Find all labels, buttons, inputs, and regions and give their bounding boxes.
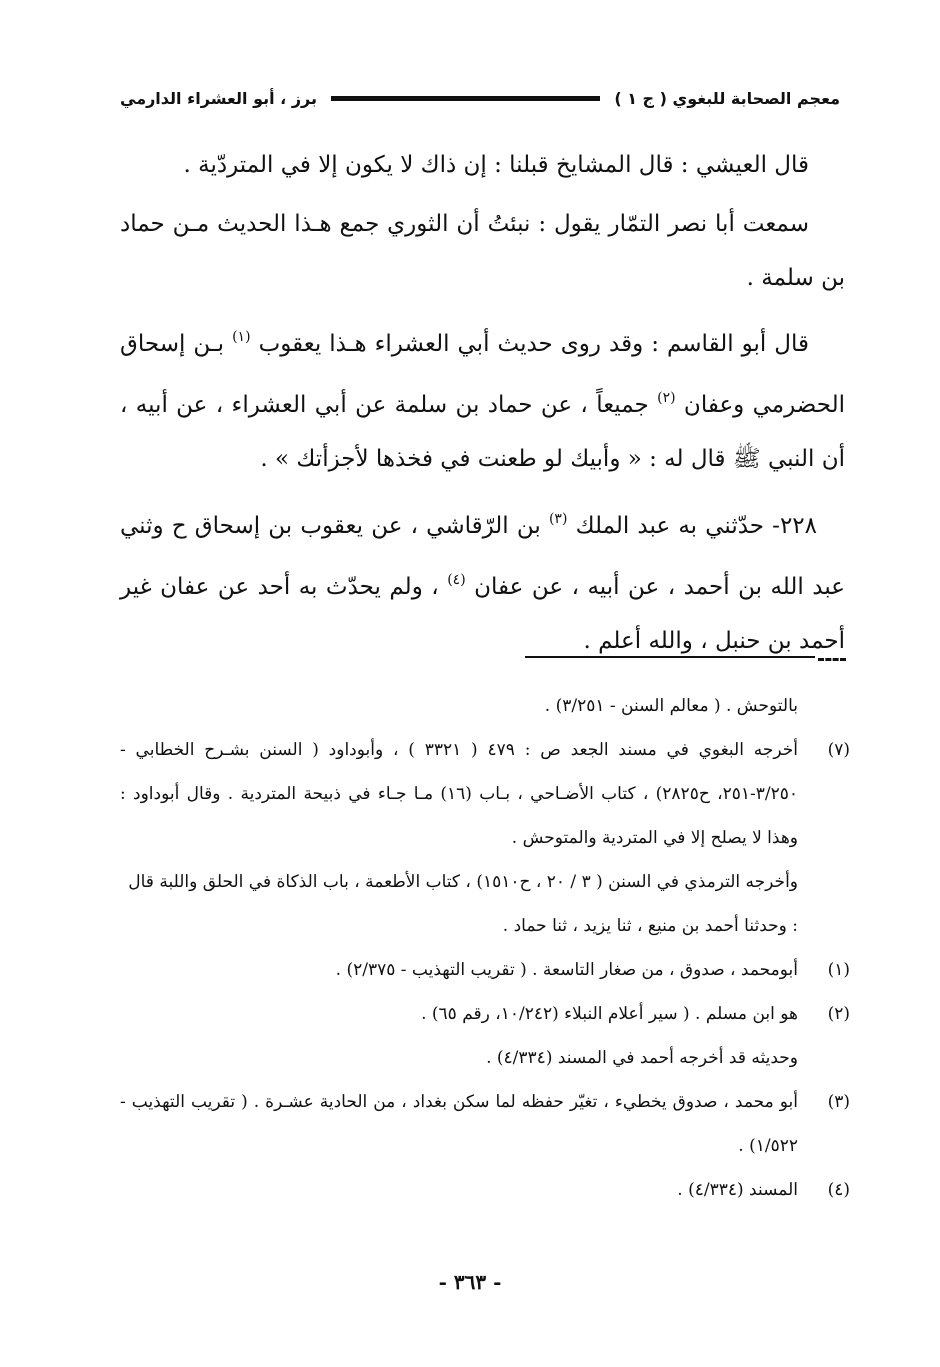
footnote-7-text: أخرجه البغوي في مسند الجعد ص : ٤٧٩ ( ٣٣٢١ ) ، وأبوداود ( السنن بشـرح الخطابي - ٣/٢٥٠-٢٥١، ح٢٨٢٥) ، كتاب الأضـاحي ، بـاب (١٦) مـا جـاء في ذبيحة المتردية . وقال أبوداود : وهذا لا يصلح إلا في المتردية والمتوحش . [120, 740, 799, 848]
hadith-228-text-c: ، ولم يحدّث به أحد عن عفان غير أحمد بن حنبل ، والله أعلم . [120, 574, 845, 654]
footnote-continuation: بالتوحش . ( معالم السنن - ٣/٢٥١) . [544, 696, 798, 716]
footnote-2-text: هو ابن مسلم . ( سير أعلام النبلاء (١٠/٢٤٢، رقم ٦٥) . [421, 1004, 798, 1024]
footnote-2 [120, 992, 850, 1036]
paragraph-1: قال العيشي : قال المشايخ قبلنا : إن ذاك لا يكون إلا في المتردّية . [183, 152, 809, 178]
footnote-2-continuation: وحديثه قد أخرجه أحمد في المسند (٤/٣٣٤) . [486, 1048, 798, 1068]
hadith-228-text-b: بن الرّقاشي ، عن يعقوب بن إسحاق ح وثني عبد الله بن أحمد ، عن أبيه ، عن عفان [120, 513, 846, 600]
page-number: - ٣٦٣ - [438, 1270, 502, 1294]
footnote-separator-dash [818, 658, 846, 664]
header-book-title: معجم الصحابة للبغوي ( ج ١ ) [614, 88, 840, 108]
paragraph-3-text-c: جميعاً ، عن حماد بن سلمة عن أبي العشراء ، عن أبيه ، أن النبي ﷺ قال له : « وأبيك لو طعنت في فخذها لأجزأتك » . [120, 392, 845, 472]
footnote-7 [120, 728, 850, 860]
header-section-title: برز ، أبو العشراء الدارمي [120, 88, 317, 108]
footnote-4-number: (٤) [827, 1180, 850, 1200]
footnote-4 [120, 1168, 850, 1212]
footnote-ref-2: (٢) [657, 390, 676, 406]
footnote-ref-3: (٣) [548, 511, 568, 527]
main-text [120, 138, 845, 673]
footnote-3 [120, 1080, 850, 1168]
paragraph-3-text-b: بـن إسحاق الحضرمي وعفان [120, 331, 845, 418]
footnote-2-number: (٢) [827, 1004, 850, 1024]
footnote-3-number: (٣) [827, 1092, 850, 1112]
footnote-7-number: (٧) [827, 740, 850, 760]
hadith-228 [120, 492, 845, 668]
header-rule [331, 96, 600, 101]
paragraph-3 [120, 310, 845, 486]
footnote-ref-4: (٤) [447, 572, 466, 588]
footnote-1 [120, 948, 850, 992]
paragraph-3-text-a: قال أبو القاسم : وقد روى حديث أبي العشراء هـذا يعقوب [258, 331, 810, 357]
footnote-4-text: المسند (٤/٣٣٤) . [677, 1180, 798, 1200]
footnote-separator [525, 656, 815, 658]
footnotes [120, 684, 850, 1212]
footnote-1-number: (١) [827, 960, 850, 980]
hadith-228-text-a: ٢٢٨- حدّثني به عبد الملك [575, 513, 818, 539]
footnote-ref-1: (١) [232, 329, 251, 345]
paragraph-2: سمعت أبا نصر التمّار يقول : نبئتُ أن الثوري جمع هـذا الحديث مـن حماد بن سلمة . [120, 211, 845, 291]
footnote-3-text: أبو محمد ، صدوق يخطيء ، تغيّر حفظه لما سكن بغداد ، من الحادية عشـرة . ( تقريب التهذيب - ١/٥٢٢) . [120, 1092, 798, 1156]
footnote-7-continuation: وأخرجه الترمذي في السنن ( ٣ / ٢٠ ، ح١٥١٠) ، كتاب الأطعمة ، باب الذكاة في الحلق واللبة قال : وحدثنا أحمد بن منيع ، ثنا يزيد ، ثنا حماد . [128, 872, 798, 936]
footnote-1-text: أبومحمد ، صدوق ، من صغار التاسعة . ( تقريب التهذيب - ٢/٣٧٥) . [335, 960, 798, 980]
running-header [120, 78, 840, 118]
